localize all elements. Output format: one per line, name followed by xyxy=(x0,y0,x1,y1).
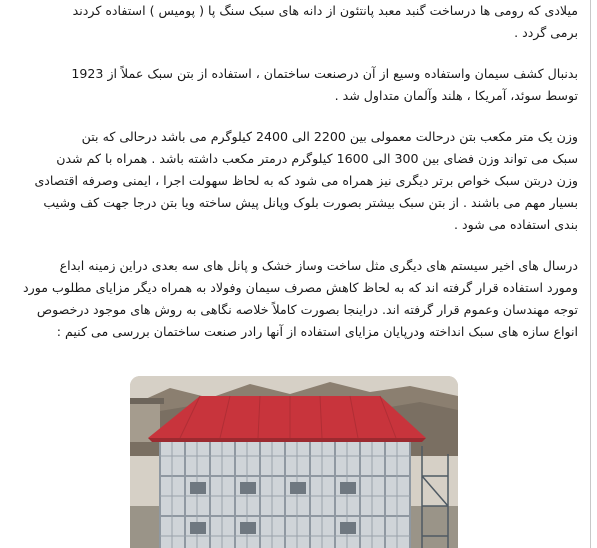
paragraph-4-line-2: ومورد استفاده قرار گرفته اند که به لحاظ کاهش مصرف سیمان وفولاد به همراه دیگر مزایای مطلوب مورد xyxy=(23,280,578,295)
paragraph-4-line-3: توجه مهندسان وعموم قرار گرفته اند. دراینجا بصورت کاملاً خلاصه نگاهی به روش های موجود درخصوص xyxy=(36,302,578,317)
paragraph-3 xyxy=(14,126,582,236)
side-shed-roof xyxy=(130,398,164,404)
paragraph-3-line-3: وزن دربتن سبک خواص برتر دیگری نیز همراه می شود که به لحاظ سهولت اجرا ، ایمنی وصرفه اقتصادی xyxy=(34,173,578,188)
paragraph-1-line-2: برمی گردد . xyxy=(514,25,578,40)
paragraph-4-line-4: انواع سازه های سبک انداخته ودرپایان مزایای استفاده از آنها رادر صنعت ساختمان بررسی می کنیم : xyxy=(56,324,578,339)
document-body xyxy=(14,0,582,362)
paragraph-1-line-1: میلادی که رومی ها درساخت گنبد معبد پانتئون از دانه های سبک سنگ پا ( پومیس ) استفاده کردند xyxy=(72,3,578,18)
building-photo xyxy=(130,376,458,548)
paragraph-2-line-2: توسط سوئد، آمریکا ، هلند وآلمان متداول شد . xyxy=(334,88,578,103)
paragraph-4-line-1: درسال های اخیر سیستم های دیگری مثل ساخت وساز خشک و پانل های سه بعدی دراین زمینه ابداع xyxy=(59,258,578,273)
paragraph-1 xyxy=(14,0,582,44)
paragraph-3-line-4: بسیار مهم می باشند . از بتن سبک بیشتر بصورت بلوک وپانل پیش ساخته ویا بتن درجا جهت کف وشیب xyxy=(43,195,578,210)
paragraph-2 xyxy=(14,63,582,107)
page-edge xyxy=(590,0,591,548)
paragraph-2-line-1: بدنبال کشف سیمان واستفاده وسیع از آن درصنعت ساختمان ، استفاده از بتن سبک عملاً از 1923 xyxy=(71,66,578,81)
building-illustration xyxy=(130,376,458,548)
paragraph-3-line-2: سبک می تواند وزن فضای بین 300 الی 1600 کیلوگرم درمتر مکعب داشته باشد . همراه با کم شدن xyxy=(56,151,578,166)
roof-eave xyxy=(148,438,426,442)
paragraph-3-line-1: وزن یک متر مکعب بتن درحالت معمولی بین 2200 الی 2400 کیلوگرم می باشد درحالی که بتن xyxy=(81,129,578,144)
paragraph-3-line-5: بندی استفاده می شود . xyxy=(454,217,578,232)
paragraph-4 xyxy=(14,255,582,343)
